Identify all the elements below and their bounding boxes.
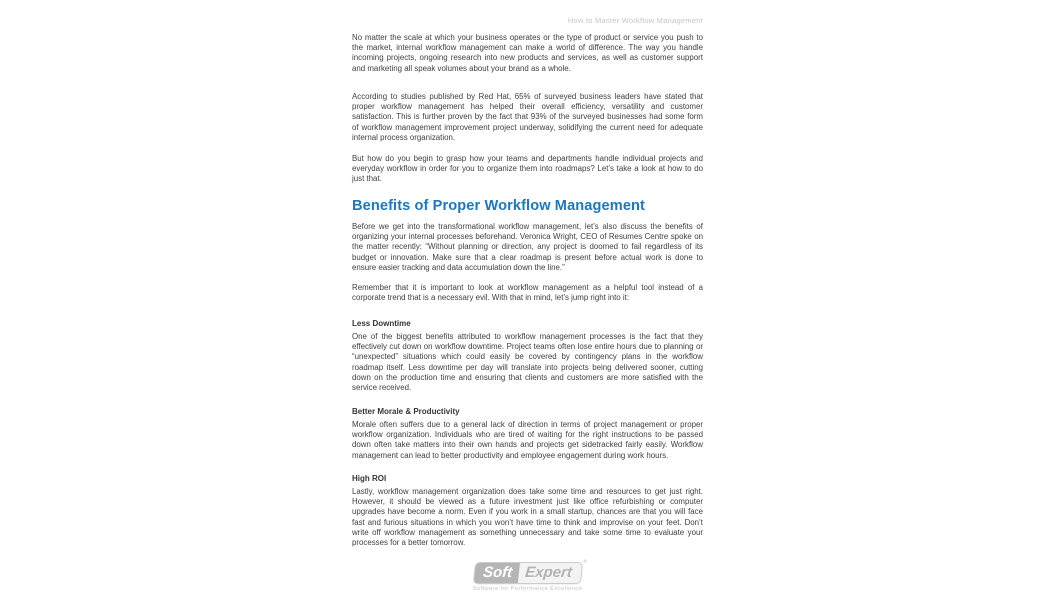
section-heading-benefits: Benefits of Proper Workflow Management bbox=[352, 198, 646, 214]
subheading-less-downtime: Less Downtime bbox=[352, 319, 411, 328]
paragraph-veronica-quote: Before we get into the transformational workflow management, let’s also discuss the benefits of organizing your internal processes beforehand. Veronica Wright, CEO of Resumes Centre spoke on the matter recently: “Without planning or direction, any project is doomed to fail regardless of its budget or innovation. Make sure that a clear roadmap is present before actual work is done to ensure easier tracking and data accumulation down the line.” bbox=[352, 222, 703, 272]
paragraph-less-downtime: One of the biggest benefits attributed to workflow management processes is the fact that they effectively cut down on workflow downtime. Project teams often lose entire hours due to planning or “unexpected” situations which could easily be covered by contingency plans in the workflow roadmap itself. Less downtime per day will translate into projects being delivered sooner, cutting down on the production time and ensuring that clients and customers are more satisfied with the service received. bbox=[352, 332, 703, 393]
text-column bbox=[352, 0, 703, 600]
softexpert-logo-badge bbox=[472, 559, 587, 584]
paragraph-remember: Remember that it is important to look at workflow management as a helpful tool instead of a corporate trend that is a necessary evil. With that in mind, let’s jump right into it: bbox=[352, 283, 703, 303]
running-header: How to Master Workflow Management bbox=[567, 16, 703, 25]
logo-expert-text: Expert bbox=[518, 563, 582, 583]
paragraph-better-morale: Morale often suffers due to a general lack of direction in terms of project management or proper workflow organization. Individuals who are tired of waiting for the right instructions to be passed down often take matters into their own hands and projects get sidetracked fairly easily. Workflow management can lead to better productivity and employee engagement during work hours. bbox=[352, 420, 703, 460]
subheading-high-roi: High ROI bbox=[352, 474, 387, 483]
subheading-better-morale: Better Morale & Productivity bbox=[352, 407, 460, 416]
paragraph-high-roi: Lastly, workflow management organization does take some time and resources to get just right. However, it should be viewed as a future investment just like office refurbishing or computer upgrades have become a norm. Even if you work in a small startup, chances are that you will face fast and furious situations in which you won’t have time to think and improvise on your feet. Don’t write off workflow management as something unnecessary and take some time to evaluate your processes for a better tomorrow. bbox=[352, 487, 703, 548]
paragraph-redhat-stats: According to studies published by Red Hat, 65% of surveyed business leaders have stated that proper workflow management has helped their overall efficiency, versatility and customer satisfaction. This is further proven by the fact that 93% of the surveyed businesses had some form of workflow management improvement project underway, solidifying the current need for adequate internal process organization. bbox=[352, 92, 703, 142]
logo-tagline: Software for Performance Excellence bbox=[472, 586, 583, 592]
paragraph-intro: No matter the scale at which your business operates or the type of product or service you push to the market, internal workflow management can make a world of difference. The way you handle incoming projects, ongoing research into new products and services, as well as customer support and marketing all speak volumes about your brand as a whole. bbox=[352, 33, 703, 73]
registered-trademark-icon: ® bbox=[582, 559, 587, 565]
paragraph-question: But how do you begin to grasp how your teams and departments handle individual projects and everyday workflow in order for you to organize them into roadmaps? Let’s take a look at how to do just that. bbox=[352, 154, 703, 184]
logo-soft-text: Soft bbox=[474, 563, 520, 583]
softexpert-logo bbox=[352, 559, 703, 592]
